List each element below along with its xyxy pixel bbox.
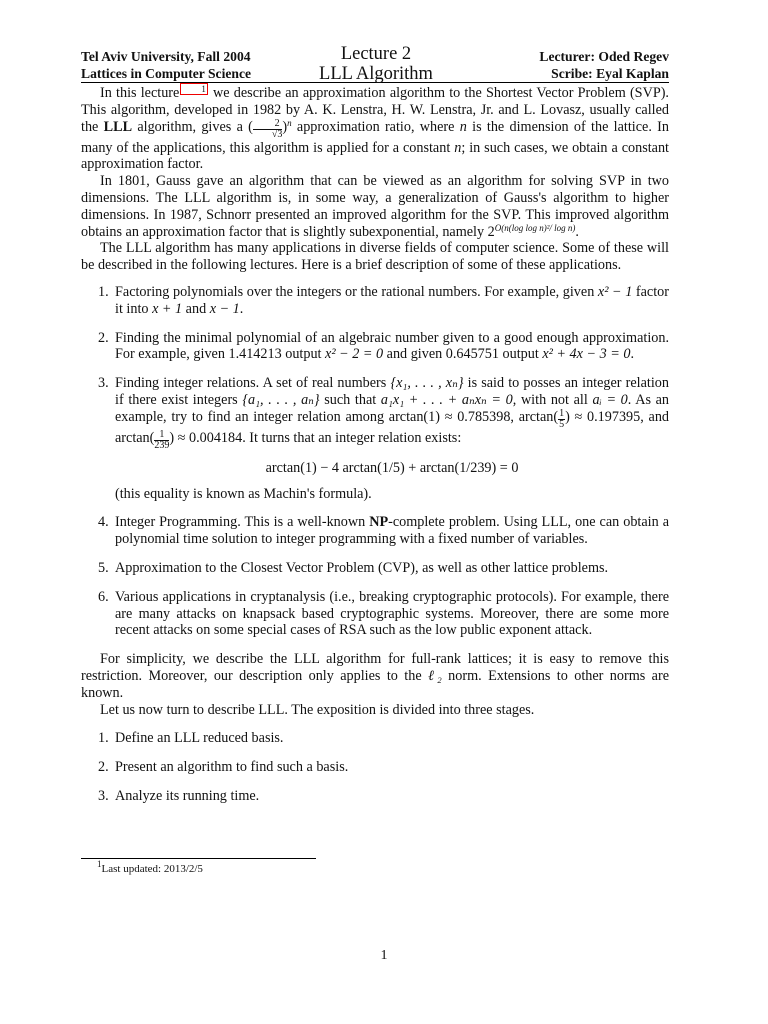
footnote xyxy=(97,859,203,876)
machin-note: (this equality is known as Machin's formula). xyxy=(115,485,372,502)
item-number: 1. xyxy=(98,730,109,747)
text-run: . xyxy=(575,223,579,240)
math-expression: a₁x₁ + . . . + aₙxₙ = 0 xyxy=(380,391,513,408)
text-run: algorithm, gives a ( xyxy=(132,118,253,135)
text-run: ) ≈ 0.197395, and arctan( xyxy=(115,408,670,446)
fraction-numerator: 1 xyxy=(559,407,565,419)
text-run: Present an algorithm to find such a basis. xyxy=(115,759,349,776)
fraction-2-over-sqrt3 xyxy=(253,119,283,140)
text-run: In this lecture xyxy=(100,85,180,101)
machin-equation: arctan(1) − 4 arctan(1/5) + arctan(1/239) = 0 xyxy=(265,459,519,476)
text-run: is the dimension of the lattice. In many of the applications, this algorithm is applied for a constant xyxy=(81,118,669,156)
list-item xyxy=(81,514,669,548)
applications-list xyxy=(81,284,669,639)
course-name: Lattices in Computer Science xyxy=(81,65,252,81)
item-number: 1. xyxy=(98,283,109,300)
stages-list xyxy=(81,730,669,804)
fraction-1-over-239 xyxy=(154,430,169,451)
text-run: and xyxy=(182,300,210,317)
text-run: Factoring polynomials over the integers or the rational numbers. For example, given xyxy=(115,283,598,300)
text-run: , with not all xyxy=(512,391,593,408)
math-expression: {x₁, . . . , xₙ} xyxy=(390,375,464,392)
item-number: 4. xyxy=(98,514,109,531)
text-run: In 1801, Gauss gave an algorithm that can be viewed as an algorithm for solving SVP in two dimensions. The LLL algorithm is, in some way, a generalization of Gauss's algorithm to higher dimensions. In 1987, Schnorr presented an improved algorithm for the SVP. This improved algorithm obtains an approximation factor that is slightly subexponential, namely 2 xyxy=(81,173,669,240)
text-run: ) ≈ 0.004184. It turns that an integer relation exists: xyxy=(169,429,462,446)
lecture-number: Lecture 2 xyxy=(340,44,412,64)
list-item xyxy=(81,330,669,364)
list-item xyxy=(81,375,669,502)
text-run: factor it into xyxy=(115,283,669,317)
outro-paragraph-1 xyxy=(81,651,669,701)
list-item xyxy=(81,788,669,805)
lecture-header xyxy=(81,44,669,82)
lll-bold: LLL xyxy=(103,118,133,135)
math-n: n xyxy=(454,139,462,156)
footnote-text: Last updated: 2013/2/5 xyxy=(101,863,203,875)
text-run: . xyxy=(239,300,244,317)
math-expression: {a₁, . . . , aₙ} xyxy=(242,391,320,408)
list-item xyxy=(81,759,669,776)
item-number: 6. xyxy=(98,588,109,605)
fraction-numerator: 2 xyxy=(253,119,283,130)
header-center xyxy=(306,44,446,84)
np-bold: NP xyxy=(369,514,389,531)
text-run: ) xyxy=(282,118,288,135)
math-expression: x² − 2 = 0 xyxy=(325,346,384,363)
fraction-denominator: 5 xyxy=(559,418,565,430)
footnote-rule xyxy=(81,858,316,859)
outro-paragraph-2: Let us now turn to describe LLL. The exposition is divided into three stages. xyxy=(100,701,535,718)
text-run: such that xyxy=(319,391,381,408)
list-item xyxy=(81,560,669,577)
exponent-n: n xyxy=(287,117,292,128)
lecture-page xyxy=(81,44,670,875)
header-right xyxy=(539,49,669,82)
page-number: 1 xyxy=(380,948,388,963)
text-run: Various applications in cryptanalysis (i.e., breaking cryptographic protocols). For example, there are many attacks on knapsack based cryptographic systems. Moreover, there are some more recent attacks on some special cases of RSA such as the low public exponent attack. xyxy=(115,588,669,639)
header-left xyxy=(81,49,251,82)
text-run: is said to posses an integer relation if there exist integers xyxy=(115,375,669,408)
text-run: and given 0.645751 output xyxy=(383,346,543,363)
fraction-denominator: √3 xyxy=(271,128,283,140)
text-run: Analyze its running time. xyxy=(115,787,260,804)
text-run: Integer Programming. This is a well-known xyxy=(115,514,370,531)
math-l2: ℓ₂ xyxy=(428,667,442,684)
math-expression: x − 1 xyxy=(209,300,240,317)
item-number: 2. xyxy=(98,759,109,776)
math-n: n xyxy=(459,118,467,135)
math-expression: x² − 1 xyxy=(597,283,633,300)
text-run: Finding integer relations. A set of real numbers xyxy=(115,375,391,392)
intro-paragraph-1 xyxy=(81,83,669,173)
list-item xyxy=(81,284,669,318)
text-run: approximation ratio, where xyxy=(291,118,460,135)
intro-paragraph-2 xyxy=(81,173,669,240)
item-number: 5. xyxy=(98,559,109,576)
math-expression: x + 1 xyxy=(152,300,183,317)
item-number: 2. xyxy=(98,329,109,346)
text-run: For simplicity, we describe the LLL algorithm for full-rank lattices; it is easy to remove this restriction. Moreover, our description only applies to the xyxy=(81,651,669,684)
text-run: norm. Extensions to other norms are known. xyxy=(81,667,669,701)
list-item xyxy=(81,730,669,747)
text-run: . As an example, try to find an integer relation among arctan(1) ≈ 0.785398, arctan( xyxy=(115,391,670,425)
footnote-link[interactable]: 1 xyxy=(180,83,208,95)
item-number: 3. xyxy=(98,375,109,392)
university-term: Tel Aviv University, Fall 2004 xyxy=(81,49,251,64)
text-run: -complete problem. Using LLL, one can obtain a polynomial time solution to integer programming with a fixed number of variables. xyxy=(115,514,669,548)
math-expression: x² + 4x − 3 = 0 xyxy=(542,346,631,363)
lecture-title: LLL Algorithm xyxy=(319,64,433,84)
text-run: Define an LLL reduced basis. xyxy=(115,730,284,747)
math-expression: aᵢ = 0 xyxy=(592,391,628,408)
text-run: Approximation to the Closest Vector Problem (CVP), as well as other lattice problems. xyxy=(115,559,609,576)
intro-paragraph-3: The LLL algorithm has many applications in diverse fields of computer science. Some of these will be described in the following lectures. Here is a brief description of some of these applications. xyxy=(81,240,669,274)
footnote-mark: 1 xyxy=(97,859,102,869)
text-run: we describe an approximation algorithm to the Shortest Vector Problem (SVP). This algorithm, developed in 1982 by A. K. Lenstra, H. W. Lenstra, Jr. and L. Lovasz, usually called the xyxy=(81,85,669,135)
lecturer: Lecturer: Oded Regev xyxy=(539,49,669,64)
text-run: ; in such cases, we obtain a constant approximation factor. xyxy=(81,139,669,173)
text-run: . xyxy=(630,346,634,363)
scribe: Scribe: Eyal Kaplan xyxy=(551,65,669,81)
item-number: 3. xyxy=(98,787,109,804)
fraction-denominator: 239 xyxy=(154,439,170,451)
text-run: Finding the minimal polynomial of an algebraic number given to a good enough approximation. For example, given 1.414213 output xyxy=(115,329,669,363)
fraction-numerator: 1 xyxy=(154,430,169,441)
schnorr-exponent: O(n(log log n)²/ log n) xyxy=(494,222,576,233)
list-item xyxy=(81,589,669,639)
